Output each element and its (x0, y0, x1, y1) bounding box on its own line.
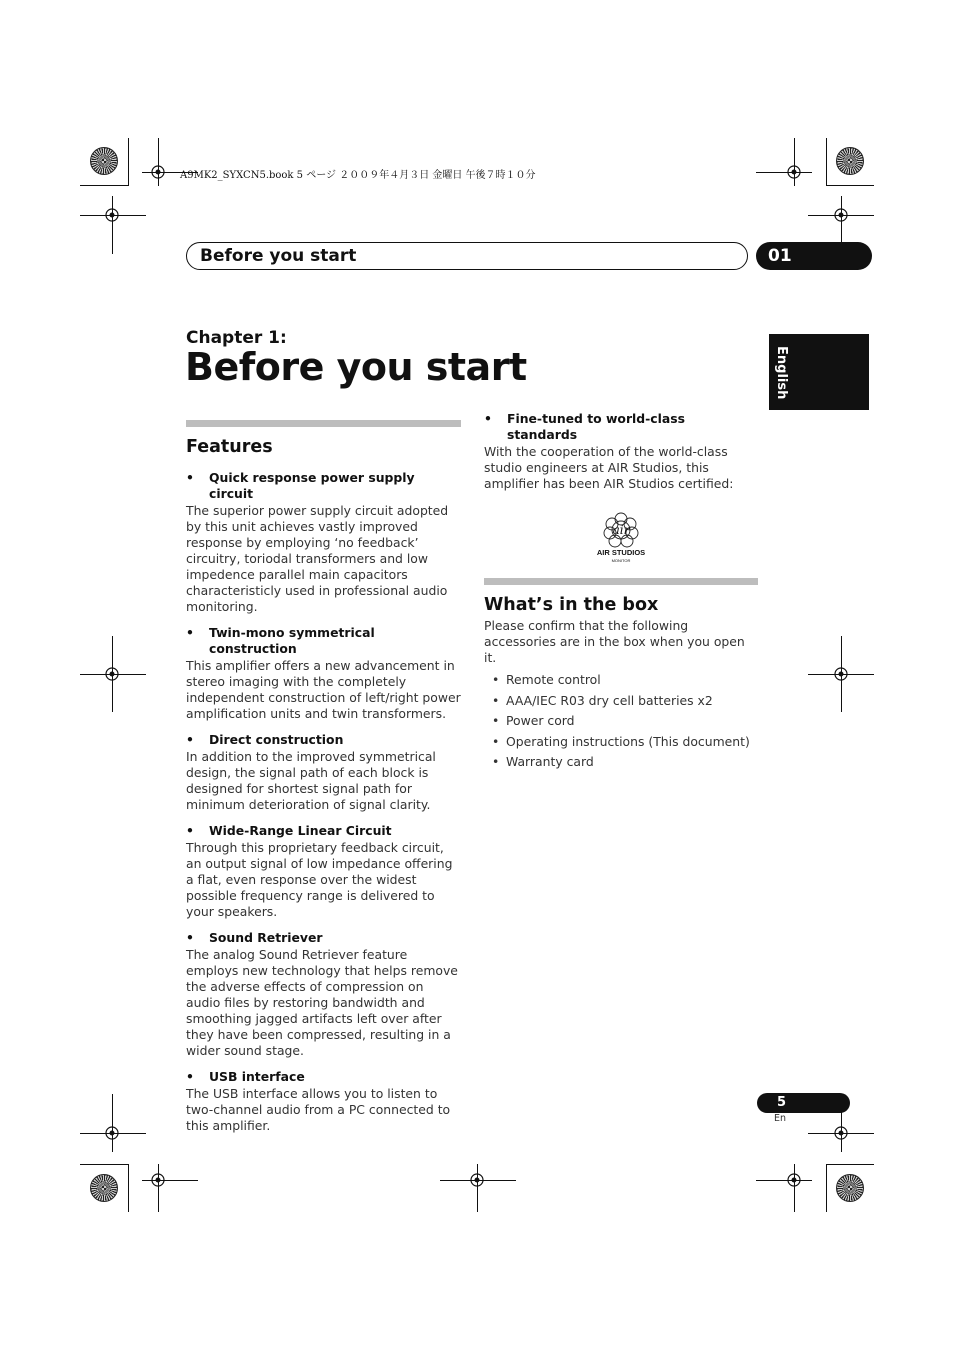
registration-crosshair-icon (102, 664, 122, 684)
logo-line1: AIR STUDIOS (596, 548, 646, 557)
list-item: • Operating instructions (This document) (492, 733, 750, 749)
bullet: • (186, 930, 194, 945)
section-divider (484, 578, 758, 585)
whats-in-box-intro: Please confirm that the following accessories are in the box when you open it. (484, 618, 745, 665)
registration-crosshair-icon (102, 1123, 122, 1143)
air-studios-logo (591, 508, 651, 564)
feature-item (484, 411, 758, 492)
crop-mark (826, 185, 874, 186)
crop-mark (80, 185, 128, 186)
list-item: • Remote control (492, 672, 601, 687)
page-number: 5 (777, 1095, 787, 1110)
right-column (484, 411, 758, 775)
crop-mark (128, 1164, 129, 1212)
feature-item (186, 823, 461, 920)
registration-crosshair-icon (102, 205, 122, 225)
crop-mark (80, 1164, 128, 1165)
language-tab-label: English (774, 346, 789, 400)
air-studios-logo-mark (591, 508, 651, 564)
registration-crosshair-icon (831, 664, 851, 684)
feature-body: Through this proprietary feedback circuit, an output signal of low impedance offering a flat, even response over the widest possible frequency range is delivered to your speakers. (186, 840, 453, 919)
list-item-text: Remote control (506, 672, 601, 687)
print-slug: A9MK2_SYXCN5.book 5 ページ ２００９年４月３日 金曜日 午後７時１０分 (180, 170, 536, 181)
feature-body: In addition to the improved symmetrical design, the signal path of each block is designed for shortest signal path for minimum deterioration of signal clarity. (186, 749, 436, 812)
feature-title: USB interface (209, 1069, 305, 1084)
registration-crosshair-icon (831, 205, 851, 225)
feature-title: Fine-tuned to world-class standards (507, 411, 686, 442)
crop-mark (826, 1164, 827, 1212)
registration-sunburst-icon (90, 1174, 118, 1202)
feature-item (186, 732, 461, 813)
page-language-code: En (774, 1113, 787, 1124)
registration-sunburst-icon (836, 1174, 864, 1202)
bullet: • (186, 732, 194, 747)
list-item-text: Warranty card (506, 754, 594, 769)
registration-crosshair-icon (148, 1170, 168, 1190)
feature-body: The USB interface allows you to listen to two-channel audio from a PC connected to this amplifier. (186, 1086, 451, 1133)
feature-item (186, 930, 461, 1059)
feature-title: Twin-mono symmetrical construction (209, 625, 375, 656)
list-item: • Power cord (492, 713, 575, 728)
crop-mark (128, 138, 129, 186)
registration-crosshair-icon (467, 1170, 487, 1190)
left-column (186, 420, 461, 1144)
chapter-label: Chapter 1: (186, 328, 287, 348)
bullet: • (484, 411, 492, 426)
bullet: • (186, 470, 194, 485)
crop-mark (826, 1164, 874, 1165)
running-header-title: Before you start (200, 246, 357, 266)
logo-line2: MONITOR (611, 558, 631, 563)
feature-item (186, 625, 461, 722)
feature-item (186, 470, 461, 615)
feature-body: This amplifier offers a new advancement in stereo imaging with the completely independent construction of left/right power amplification units and twin transformers. (186, 658, 461, 721)
bullet: • (186, 823, 194, 838)
feature-title: Wide-Range Linear Circuit (209, 823, 392, 838)
features-heading: Features (186, 437, 273, 457)
feature-body: With the cooperation of the world-class studio engineers at AIR Studios, this amplifier has been AIR Studios certified: (484, 444, 734, 491)
chapter-title: Before you start (185, 345, 527, 389)
bullet: • (186, 1069, 194, 1084)
whats-in-box-heading: What’s in the box (484, 595, 659, 615)
list-item: • AAA/IEC R03 dry cell batteries x2 (492, 692, 713, 708)
list-item-text: Power cord (506, 713, 575, 728)
crop-mark (826, 138, 827, 186)
list-item: • Warranty card (492, 754, 594, 769)
section-divider (186, 420, 461, 427)
registration-crosshair-icon (784, 1170, 804, 1190)
page-number-badge (757, 1093, 850, 1113)
logo-mark-text: air (612, 523, 630, 537)
feature-title: Quick response power supply circuit (209, 470, 415, 501)
list-item-text: Operating instructions (This document) (506, 733, 750, 749)
feature-body: The analog Sound Retriever feature employs new technology that helps remove the adverse effects of compression on audio files by restoring bandwidth and smoothing jagged artifacts left over after they have been compressed, resulting in a wider sound stage. (186, 947, 458, 1058)
list-item-text: AAA/IEC R03 dry cell batteries x2 (506, 692, 713, 708)
registration-crosshair-icon (784, 162, 804, 182)
feature-item (186, 1069, 461, 1134)
accessory-list (484, 672, 758, 770)
registration-sunburst-icon (90, 147, 118, 175)
registration-crosshair-icon (148, 162, 168, 182)
bullet: • (186, 625, 194, 640)
feature-body: The superior power supply circuit adopted by this unit achieves vastly improved response by employing ‘no feedback’ circuitry, toriodal transformers and low impedence parallel main capacitors characteristicly used in professional audio monitoring. (186, 503, 449, 614)
chapter-number: 01 (768, 246, 792, 266)
registration-sunburst-icon (836, 147, 864, 175)
feature-title: Sound Retriever (209, 930, 323, 945)
feature-title: Direct construction (209, 732, 344, 747)
registration-crosshair-icon (831, 1123, 851, 1143)
